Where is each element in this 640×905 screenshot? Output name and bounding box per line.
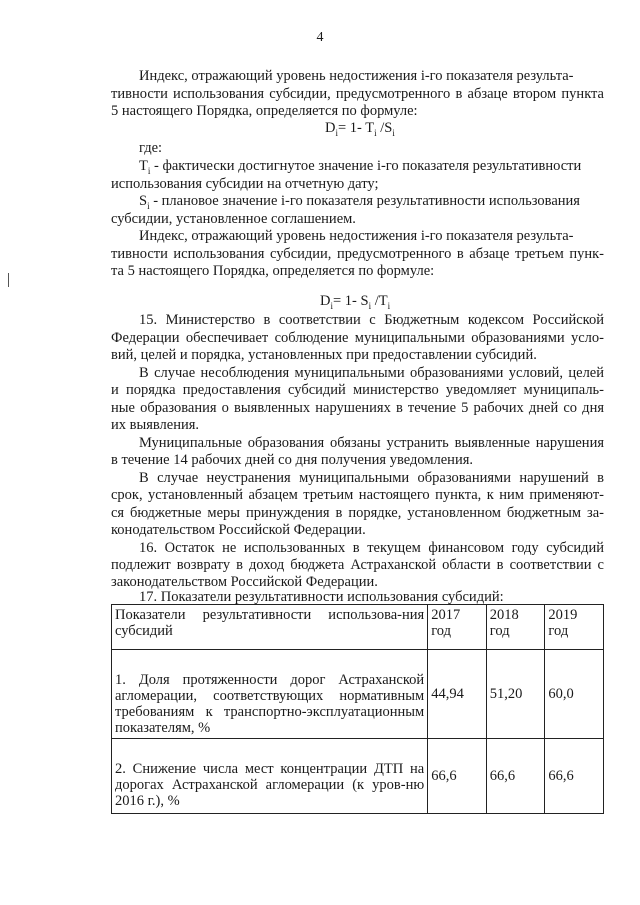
text-line: ные образования о выявленных нарушениях в течение 5 рабочих дней со дня: [111, 400, 604, 416]
formula-di-si-ti: $D_i= 1-$ $S_i$ $/T_i$: [320, 293, 391, 311]
value-cell: 51,20: [486, 650, 545, 739]
text-line: 5 настоящего Порядка, определяется по формуле:: [111, 103, 418, 119]
indicator-cell: 2. Снижение числа мест концентрации ДТП на дорогах Астраханской агломерации (к уров-ню 2016 г.), %: [112, 739, 428, 814]
text-line: конодательством Российской Федерации.: [111, 522, 366, 538]
margin-mark: [8, 273, 9, 287]
header-year: 2018 год: [486, 605, 545, 650]
text-line: 15. Министерство в соответствии с Бюджетным кодексом Российской: [139, 312, 604, 328]
page-number: 4: [316, 30, 324, 45]
table-caption: 17. Показатели результативности использования субсидий:: [139, 589, 504, 605]
indicators-table: [111, 604, 604, 814]
text-line: субсидии, установленное соглашением.: [111, 211, 356, 227]
text-line: тивности использования субсидии, предусмотренного в абзаце третьем пунк-: [111, 246, 604, 262]
text-line: Муниципальные образования обязаны устранить выявленные нарушения: [139, 435, 604, 451]
table-row: [112, 650, 604, 739]
text-line: законодательством Российской Федерации.: [111, 574, 378, 590]
header-indicator: Показатели результативности использова-ния субсидий: [112, 605, 428, 650]
value-cell: 66,6: [545, 739, 604, 814]
value-cell: 60,0: [545, 650, 604, 739]
header-year: 2017 год: [428, 605, 487, 650]
indicator-cell: 1. Доля протяженности дорог Астраханской агломерации, соответствующих нормативным требованиям к транспортно-эксплуатационным показателям, %: [112, 650, 428, 739]
text-line: Индекс, отражающий уровень недостижения i-го показателя результа-: [139, 228, 574, 244]
t-definition: $T_i$ - фактически достигнутое значение i-го показателя результативности: [139, 158, 582, 176]
text-line: в течение 14 рабочих дней со дня получения уведомления.: [111, 452, 473, 468]
text-line: тивности использования субсидии, предусмотренного в абзаце втором пункта: [111, 86, 604, 102]
table-header-row: [112, 605, 604, 650]
value-cell: 44,94: [428, 650, 487, 739]
table-row: [112, 739, 604, 814]
value-cell: 66,6: [428, 739, 487, 814]
text-line: 16. Остаток не использованных в текущем финансовом году субсидий: [139, 540, 604, 556]
text-line: В случае несоблюдения муниципальными образованиями условий, целей: [139, 365, 604, 381]
header-year: 2019 год: [545, 605, 604, 650]
text-line: их выявления.: [111, 417, 200, 433]
text-line: использования субсидии на отчетную дату;: [111, 176, 379, 192]
text-line: срок, установленный абзацем третьим настоящего пункта, к ним применяют-: [111, 487, 604, 503]
text-line: вий, целей и порядка, установленных при предоставлении субсидий.: [111, 347, 537, 363]
text-line: та 5 настоящего Порядка, определяется по формуле:: [111, 263, 435, 279]
text-line: подлежит возврату в доход бюджета Астраханской области в соответствии с: [111, 557, 604, 573]
s-definition: $S_i$ - плановое значение i-го показателя результативности использования: [139, 193, 580, 211]
text-line: и порядка предоставления субсидий министерство уведомляет муниципаль-: [111, 382, 604, 398]
text-line: Индекс, отражающий уровень недостижения i-го показателя результа-: [139, 68, 574, 84]
text-line: Федерации обеспечивает соблюдение муниципальными образованиями усло-: [111, 330, 604, 346]
where-label: где:: [139, 140, 163, 156]
value-cell: 66,6: [486, 739, 545, 814]
text-line: ся бюджетные меры принуждения в порядке, установленном бюджетным за-: [111, 505, 604, 521]
formula-di-ti-si: $D_i= 1-$ $T_i$ $/S_i$: [325, 120, 395, 138]
text-line: В случае неустранения муниципальными образованиями нарушений в: [139, 470, 604, 486]
